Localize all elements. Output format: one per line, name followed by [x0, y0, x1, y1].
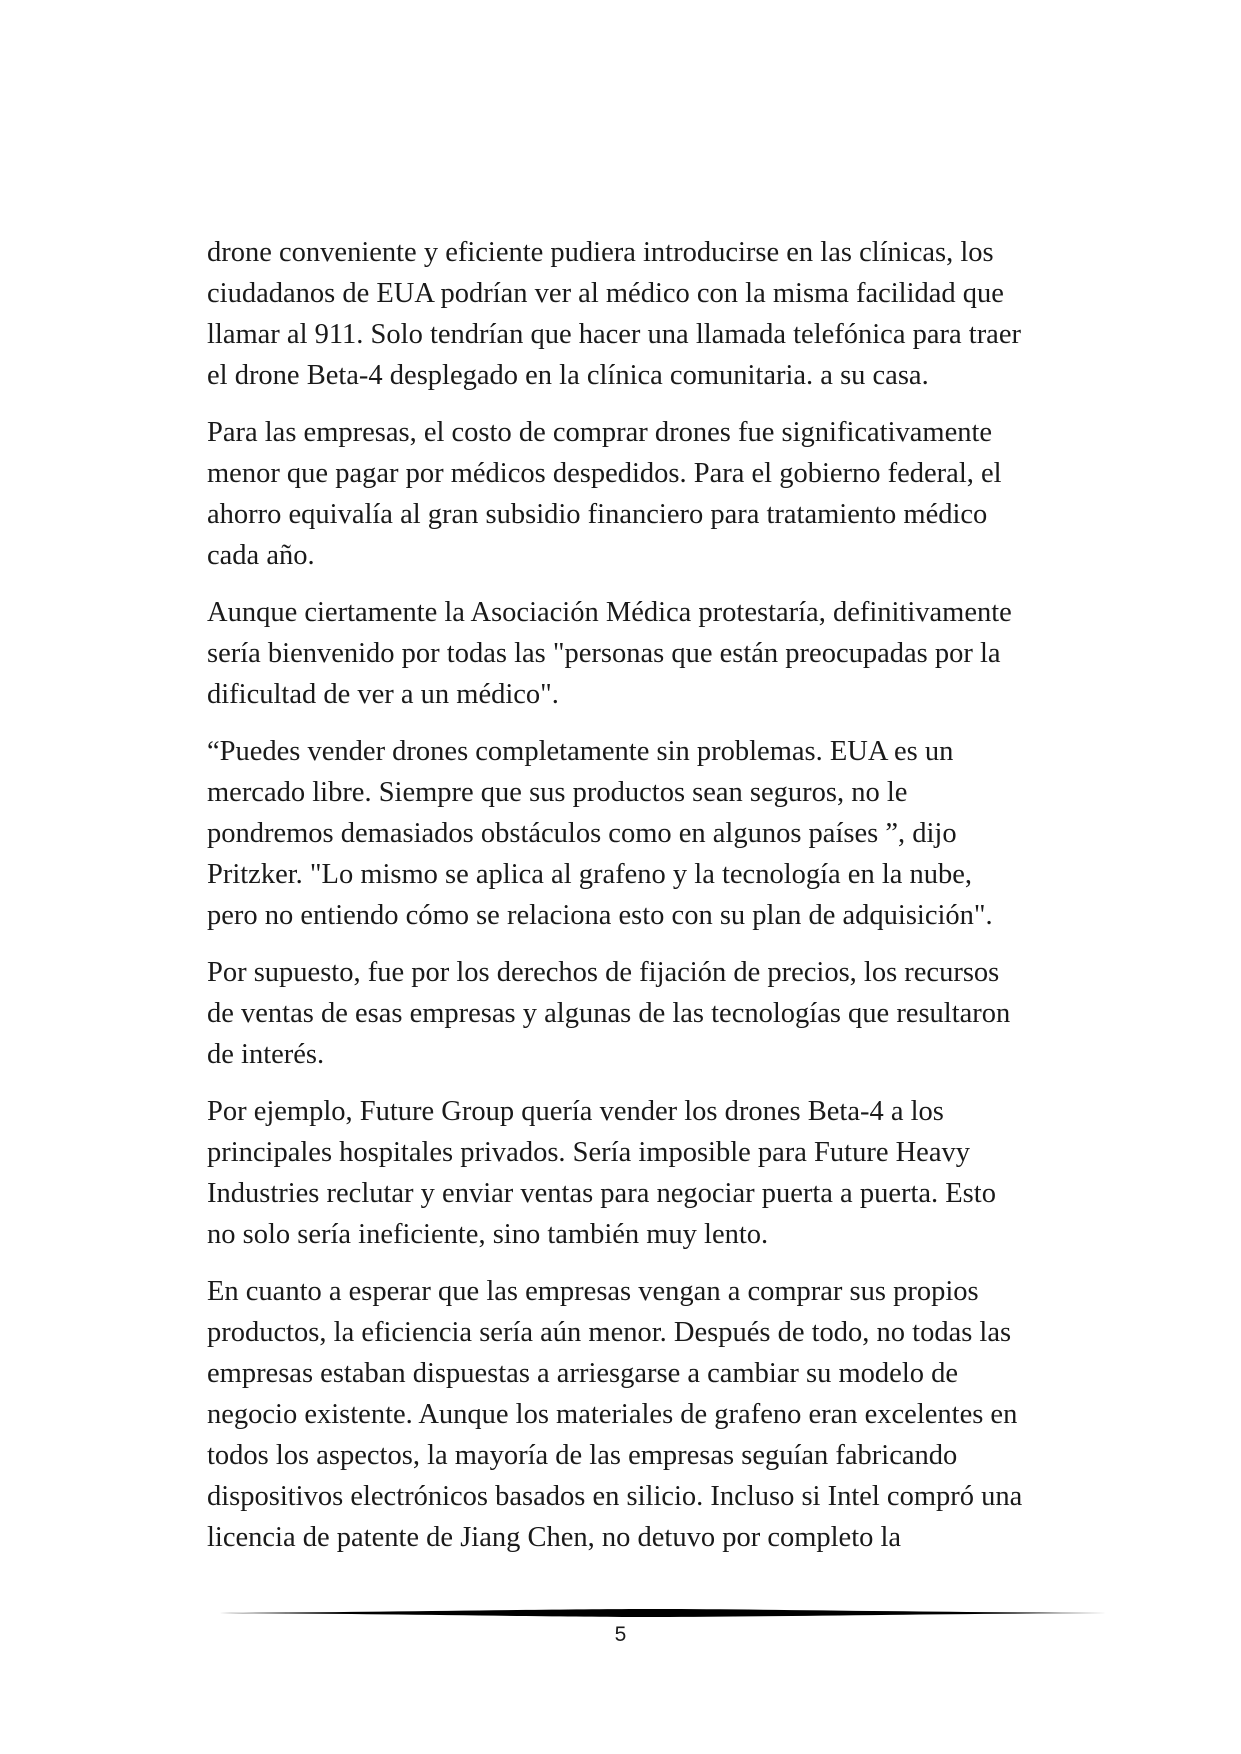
- text-line: el drone Beta-4 desplegado en la clínica comunitaria. a su casa.: [207, 360, 929, 391]
- footer-divider-shape: [207, 1609, 1107, 1617]
- text-line: menor que pagar por médicos despedidos. Para el gobierno federal, el: [207, 458, 1002, 489]
- body-text: [207, 232, 1077, 1574]
- text-line: dificultad de ver a un médico".: [207, 679, 559, 710]
- text-line: ciudadanos de EUA podrían ver al médico con la misma facilidad que: [207, 278, 1004, 309]
- text-line: pondremos demasiados obstáculos como en algunos países ”, dijo: [207, 818, 957, 849]
- text-line: empresas estaban dispuestas a arriesgarse a cambiar su modelo de: [207, 1358, 959, 1389]
- text-line: de interés.: [207, 1039, 325, 1070]
- paragraph: [207, 412, 1077, 576]
- text-line: llamar al 911. Solo tendrían que hacer una llamada telefónica para traer: [207, 319, 1021, 350]
- text-line: licencia de patente de Jiang Chen, no detuvo por completo la: [207, 1522, 902, 1553]
- paragraph: [207, 232, 1077, 396]
- text-line: Para las empresas, el costo de comprar drones fue significativamente: [207, 417, 993, 448]
- text-line: no solo sería ineficiente, sino también muy lento.: [207, 1219, 769, 1250]
- text-line: de ventas de esas empresas y algunas de las tecnologías que resultaron: [207, 998, 1011, 1029]
- text-line: Por supuesto, fue por los derechos de fijación de precios, los recursos: [207, 957, 1000, 988]
- text-line: dispositivos electrónicos basados en silicio. Incluso si Intel compró una: [207, 1481, 1023, 1512]
- text-line: drone conveniente y eficiente pudiera introducirse en las clínicas, los: [207, 237, 994, 268]
- paragraph: [207, 592, 1077, 715]
- text-line: “Puedes vender drones completamente sin problemas. EUA es un: [207, 736, 954, 767]
- text-line: Pritzker. "Lo mismo se aplica al grafeno y la tecnología en la nube,: [207, 859, 973, 890]
- text-line: ahorro equivalía al gran subsidio financiero para tratamiento médico: [207, 499, 988, 530]
- text-line: todos los aspectos, la mayoría de las empresas seguían fabricando: [207, 1440, 958, 1471]
- paragraph: [207, 952, 1077, 1075]
- text-line: cada año.: [207, 540, 315, 571]
- paragraph: [207, 1091, 1077, 1255]
- text-line: En cuanto a esperar que las empresas vengan a comprar sus propios: [207, 1276, 979, 1307]
- text-line: principales hospitales privados. Sería imposible para Future Heavy: [207, 1137, 970, 1168]
- text-line: productos, la eficiencia sería aún menor. Después de todo, no todas las: [207, 1317, 1012, 1348]
- page-number: 5: [614, 1623, 627, 1646]
- text-line: pero no entiendo cómo se relaciona esto con su plan de adquisición".: [207, 900, 993, 931]
- text-line: sería bienvenido por todas las "personas que están preocupadas por la: [207, 638, 1001, 669]
- text-line: Industries reclutar y enviar ventas para negociar puerta a puerta. Esto: [207, 1178, 996, 1209]
- footer-divider: [207, 1608, 1107, 1618]
- text-line: mercado libre. Siempre que sus productos sean seguros, no le: [207, 777, 908, 808]
- text-line: Por ejemplo, Future Group quería vender los drones Beta-4 a los: [207, 1096, 944, 1127]
- text-line: Aunque ciertamente la Asociación Médica protestaría, definitivamente: [207, 597, 1012, 628]
- text-line: negocio existente. Aunque los materiales de grafeno eran excelentes en: [207, 1399, 1018, 1430]
- paragraph: [207, 731, 1077, 936]
- paragraph: [207, 1271, 1077, 1558]
